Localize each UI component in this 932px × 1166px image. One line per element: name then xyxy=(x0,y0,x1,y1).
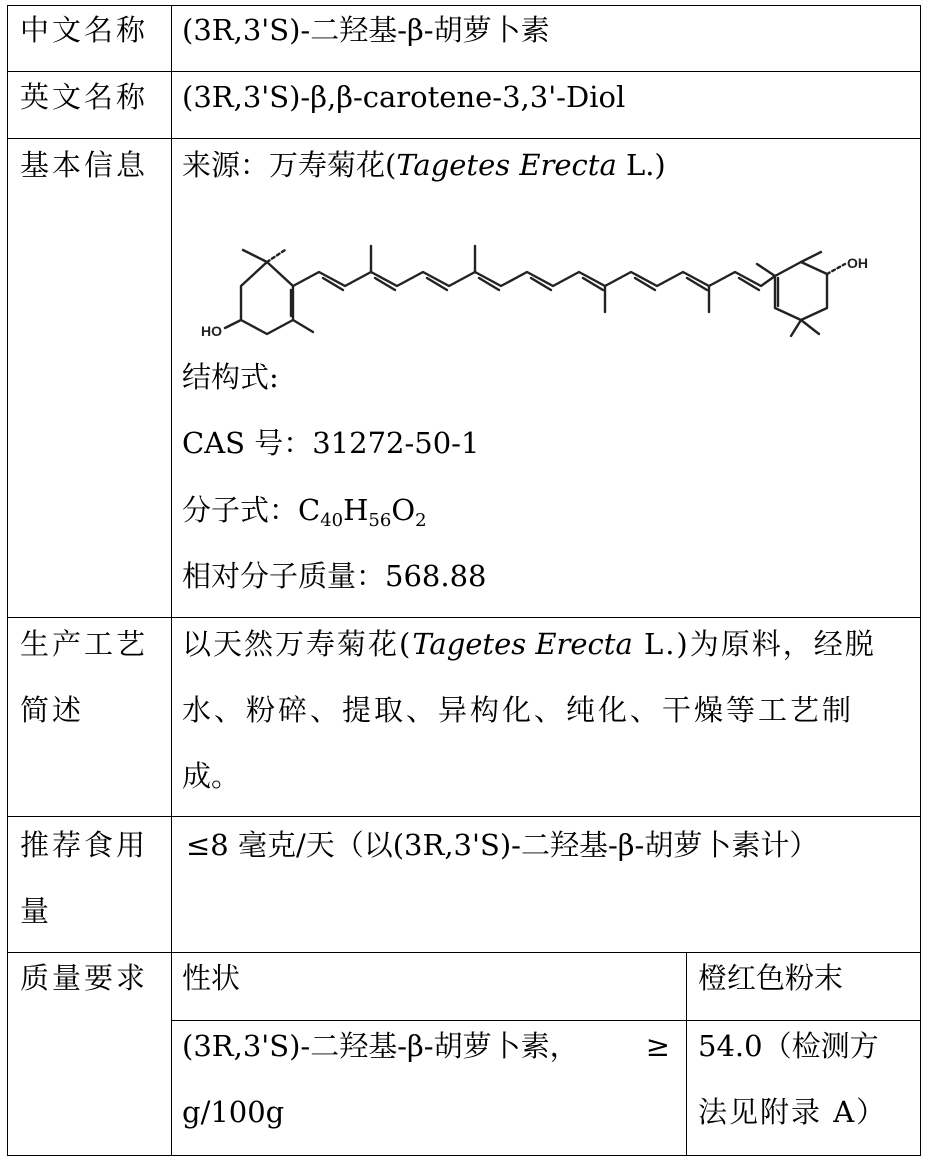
row-divider xyxy=(7,952,921,953)
chinese-name-value: (3R,3'S)-二羟基-β-胡萝卜素 xyxy=(182,13,550,47)
process-latin: Tagetes Erecta xyxy=(412,627,633,661)
formula-h: H xyxy=(343,493,369,527)
quality-label: 质量要求 xyxy=(20,961,149,995)
source-latin: Tagetes Erecta xyxy=(396,148,617,182)
english-name-value: (3R,3'S)-β,β-carotene-3,3'-Diol xyxy=(182,80,626,114)
row-divider xyxy=(7,71,921,72)
source-prefix: 来源：万寿菊花( xyxy=(182,148,397,182)
row-divider xyxy=(7,617,921,618)
quality-content-name-line2: g/100g xyxy=(182,1095,285,1129)
column-divider xyxy=(171,5,172,1156)
hydroxyl-label-right: OH xyxy=(847,255,868,271)
cas-number: CAS 号：31272-50-1 xyxy=(182,426,480,460)
content-name-symbol: ≥ xyxy=(645,1029,670,1063)
formula-o: O xyxy=(391,493,416,527)
source-suffix: L.) xyxy=(616,148,666,182)
quality-content-value-line2: 法见附录 A） xyxy=(698,1095,888,1129)
quality-content-value-line1: 54.0（检测方 xyxy=(698,1029,879,1063)
intake-value: ≤8 毫克/天（以(3R,3'S)-二羟基-β-胡萝卜素计） xyxy=(186,828,819,862)
process-line2: 水、粉碎、提取、异构化、纯化、干燥等工艺制 xyxy=(182,693,855,727)
process-line1 xyxy=(182,624,876,664)
formula-c-count: 40 xyxy=(320,510,344,531)
quality-item-name: 性状 xyxy=(182,961,241,995)
formula-c: C xyxy=(298,493,321,527)
structure-label: 结构式: xyxy=(182,360,279,394)
basic-info-label: 基本信息 xyxy=(20,148,149,182)
quality-content-name-line1 xyxy=(182,1026,670,1066)
process-line3: 成。 xyxy=(182,759,241,793)
chinese-name-label: 中文名称 xyxy=(20,13,149,47)
column-divider xyxy=(686,952,687,1156)
formula-prefix: 分子式： xyxy=(182,493,299,527)
process-suffix: L.)为原料，经脱 xyxy=(632,627,876,661)
row-divider xyxy=(7,816,921,817)
process-label-line1: 生产工艺 xyxy=(20,627,149,661)
process-label-line2: 简述 xyxy=(20,693,85,727)
molecular-weight: 相对分子质量：568.88 xyxy=(182,559,487,593)
formula-o-count: 2 xyxy=(415,510,427,531)
row-divider xyxy=(171,1020,921,1021)
intake-label-line2: 量 xyxy=(20,894,53,928)
row-divider xyxy=(7,138,921,139)
hydroxyl-label-left: HO xyxy=(201,323,222,339)
quality-item-value: 橙红色粉末 xyxy=(698,961,844,995)
formula-h-count: 56 xyxy=(368,510,392,531)
source-line xyxy=(182,145,666,185)
content-name-text: (3R,3'S)-二羟基-β-胡萝卜素， xyxy=(182,1029,579,1063)
intake-label-line1: 推荐食用 xyxy=(20,828,149,862)
process-prefix: 以天然万寿菊花( xyxy=(182,627,413,661)
english-name-label: 英文名称 xyxy=(20,80,149,114)
molecular-formula xyxy=(182,490,427,530)
structural-formula-diagram xyxy=(195,212,885,347)
